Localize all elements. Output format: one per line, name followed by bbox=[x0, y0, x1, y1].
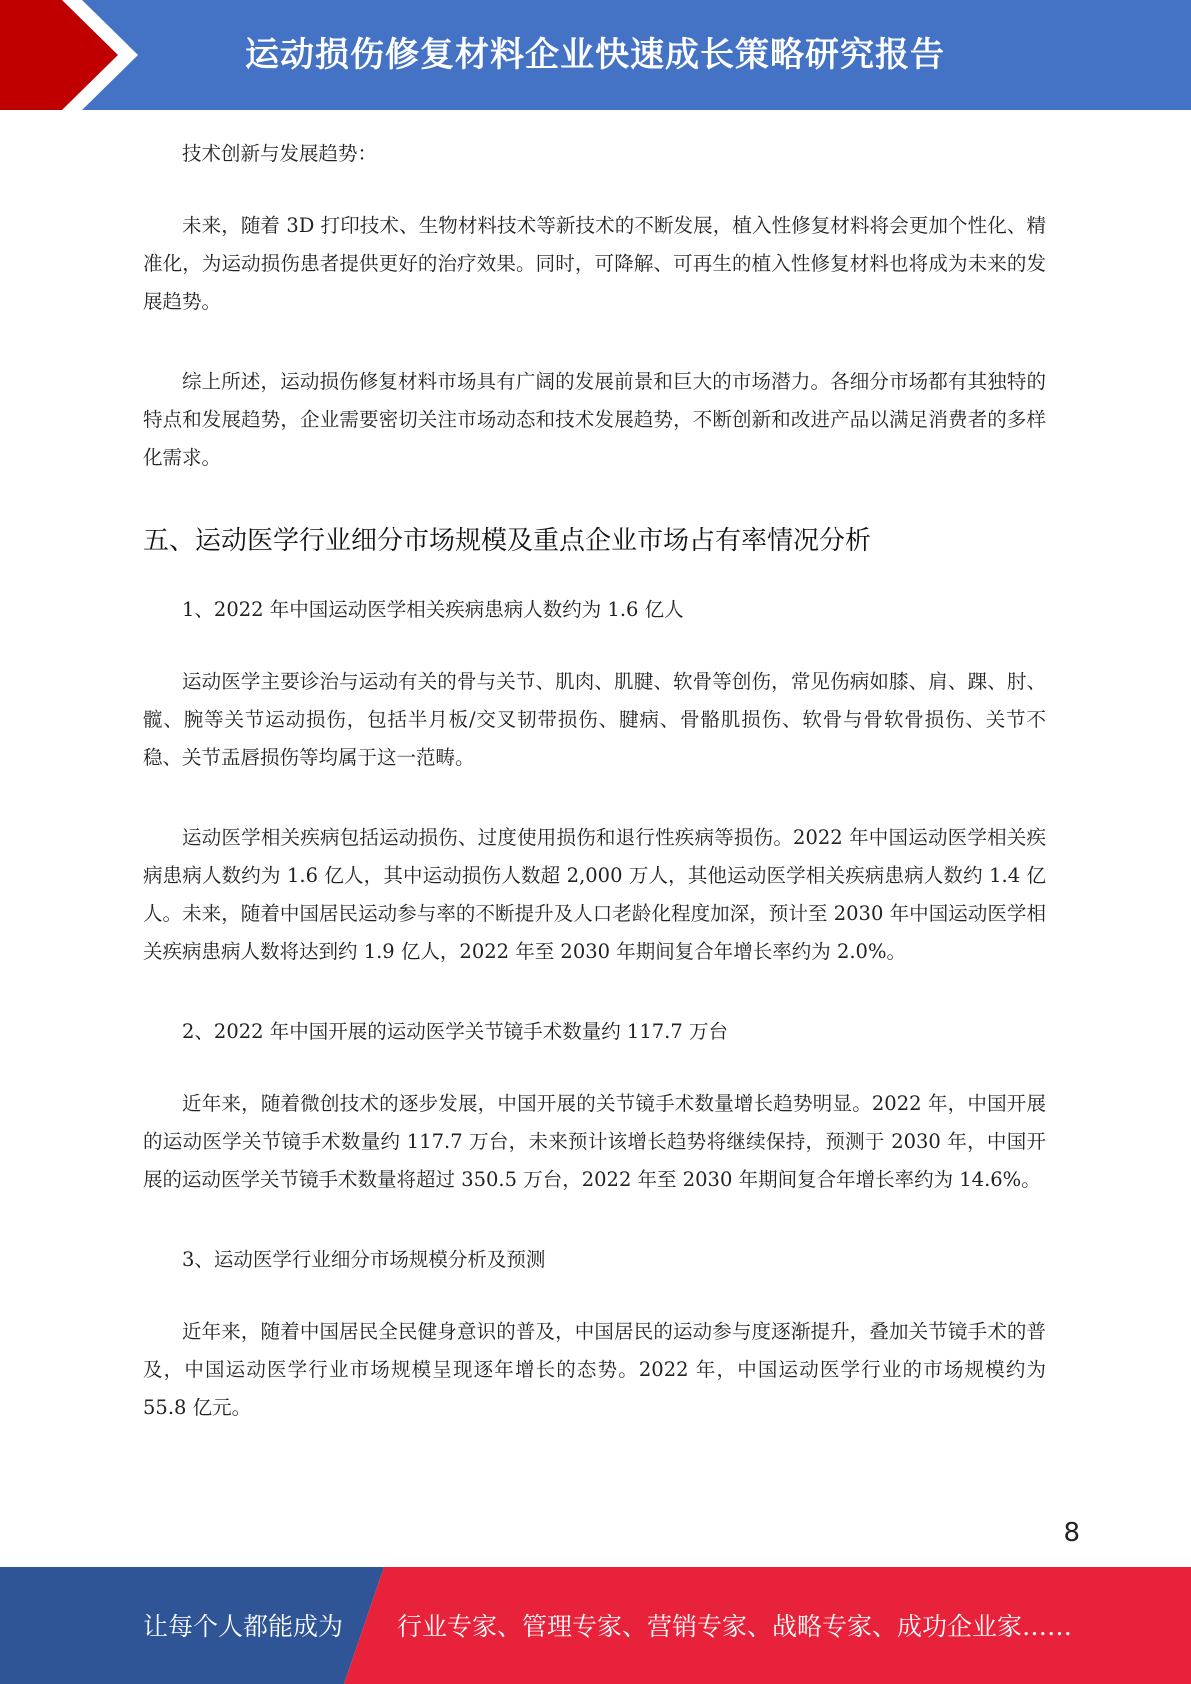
page-number: 8 bbox=[1063, 1518, 1080, 1548]
paragraph-arthroscopy: 近年来，随着微创技术的逐步发展，中国开展的关节镜手术数量增长趋势明显。2022 年，中国开展的运动医学关节镜手术数量约 117.7 万台，未来预计该增长趋势将继续保持，预测于 2030 年，中国开展的运动医学关节镜手术数量将超过 350.5 万台，2022 年至 2030 年期间复合年增长率约为 14.6%。 bbox=[143, 1092, 1046, 1191]
footer-slogan-left: 让每个人都能成为 bbox=[143, 1612, 344, 1641]
paragraph-scope: 运动医学主要诊治与运动有关的骨与关节、肌肉、肌腱、软骨等创伤，常见伤病如膝、肩、踝、肘、髋、腕等关节运动损伤，包括半月板/交叉韧带损伤、腱病、骨骼肌损伤、软骨与骨软骨损伤、关节不稳、关节盂唇损伤等均属于这一范畴。 bbox=[143, 670, 1046, 769]
paragraph-summary: 综上所述，运动损伤修复材料市场具有广阔的发展前景和巨大的市场潜力。各细分市场都有其独特的特点和发展趋势，企业需要密切关注市场动态和技术发展趋势，不断创新和改进产品以满足消费者的多样化需求。 bbox=[143, 370, 1046, 469]
subheading-3: 3、运动医学行业细分市场规模分析及预测 bbox=[182, 1248, 546, 1271]
paragraph-market-size: 近年来，随着中国居民全民健身意识的普及，中国居民的运动参与度逐渐提升，叠加关节镜手术的普及，中国运动医学行业市场规模呈现逐年增长的态势。2022 年，中国运动医学行业的市场规模约为 55.8 亿元。 bbox=[143, 1320, 1046, 1419]
tech-heading: 技术创新与发展趋势： bbox=[182, 142, 378, 165]
section-title: 五、运动医学行业细分市场规模及重点企业市场占有率情况分析 bbox=[143, 526, 872, 556]
page-content bbox=[143, 135, 1046, 1469]
paragraph-future-trend: 未来，随着 3D 打印技术、生物材料技术等新技术的不断发展，植入性修复材料将会更加个性化、精准化，为运动损伤患者提供更好的治疗效果。同时，可降解、可再生的植入性修复材料也将成为未来的发展趋势。 bbox=[143, 214, 1046, 313]
page-footer bbox=[0, 1567, 1191, 1684]
report-title: 运动损伤修复材料企业快速成长策略研究报告 bbox=[245, 35, 945, 75]
page-header bbox=[0, 0, 1191, 110]
subheading-2: 2、2022 年中国开展的运动医学关节镜手术数量约 117.7 万台 bbox=[182, 1020, 728, 1043]
subheading-1: 1、2022 年中国运动医学相关疾病患病人数约为 1.6 亿人 bbox=[182, 598, 684, 621]
paragraph-patients: 运动医学相关疾病包括运动损伤、过度使用损伤和退行性疾病等损伤。2022 年中国运动医学相关疾病患病人数约为 1.6 亿人，其中运动损伤人数超 2,000 万人，其他运动医学相关疾病患病人数约 1.4 亿人。未来，随着中国居民运动参与率的不断提升及人口老龄化程度加深，预计至 2030 年中国运动医学相关疾病患病人数将达到约 1.9 亿人，2022 年至 2030 年期间复合年增长率约为 2.0%。 bbox=[143, 826, 1046, 963]
footer-slogan-right: 行业专家、管理专家、营销专家、战略专家、成功企业家…… bbox=[397, 1612, 1073, 1641]
